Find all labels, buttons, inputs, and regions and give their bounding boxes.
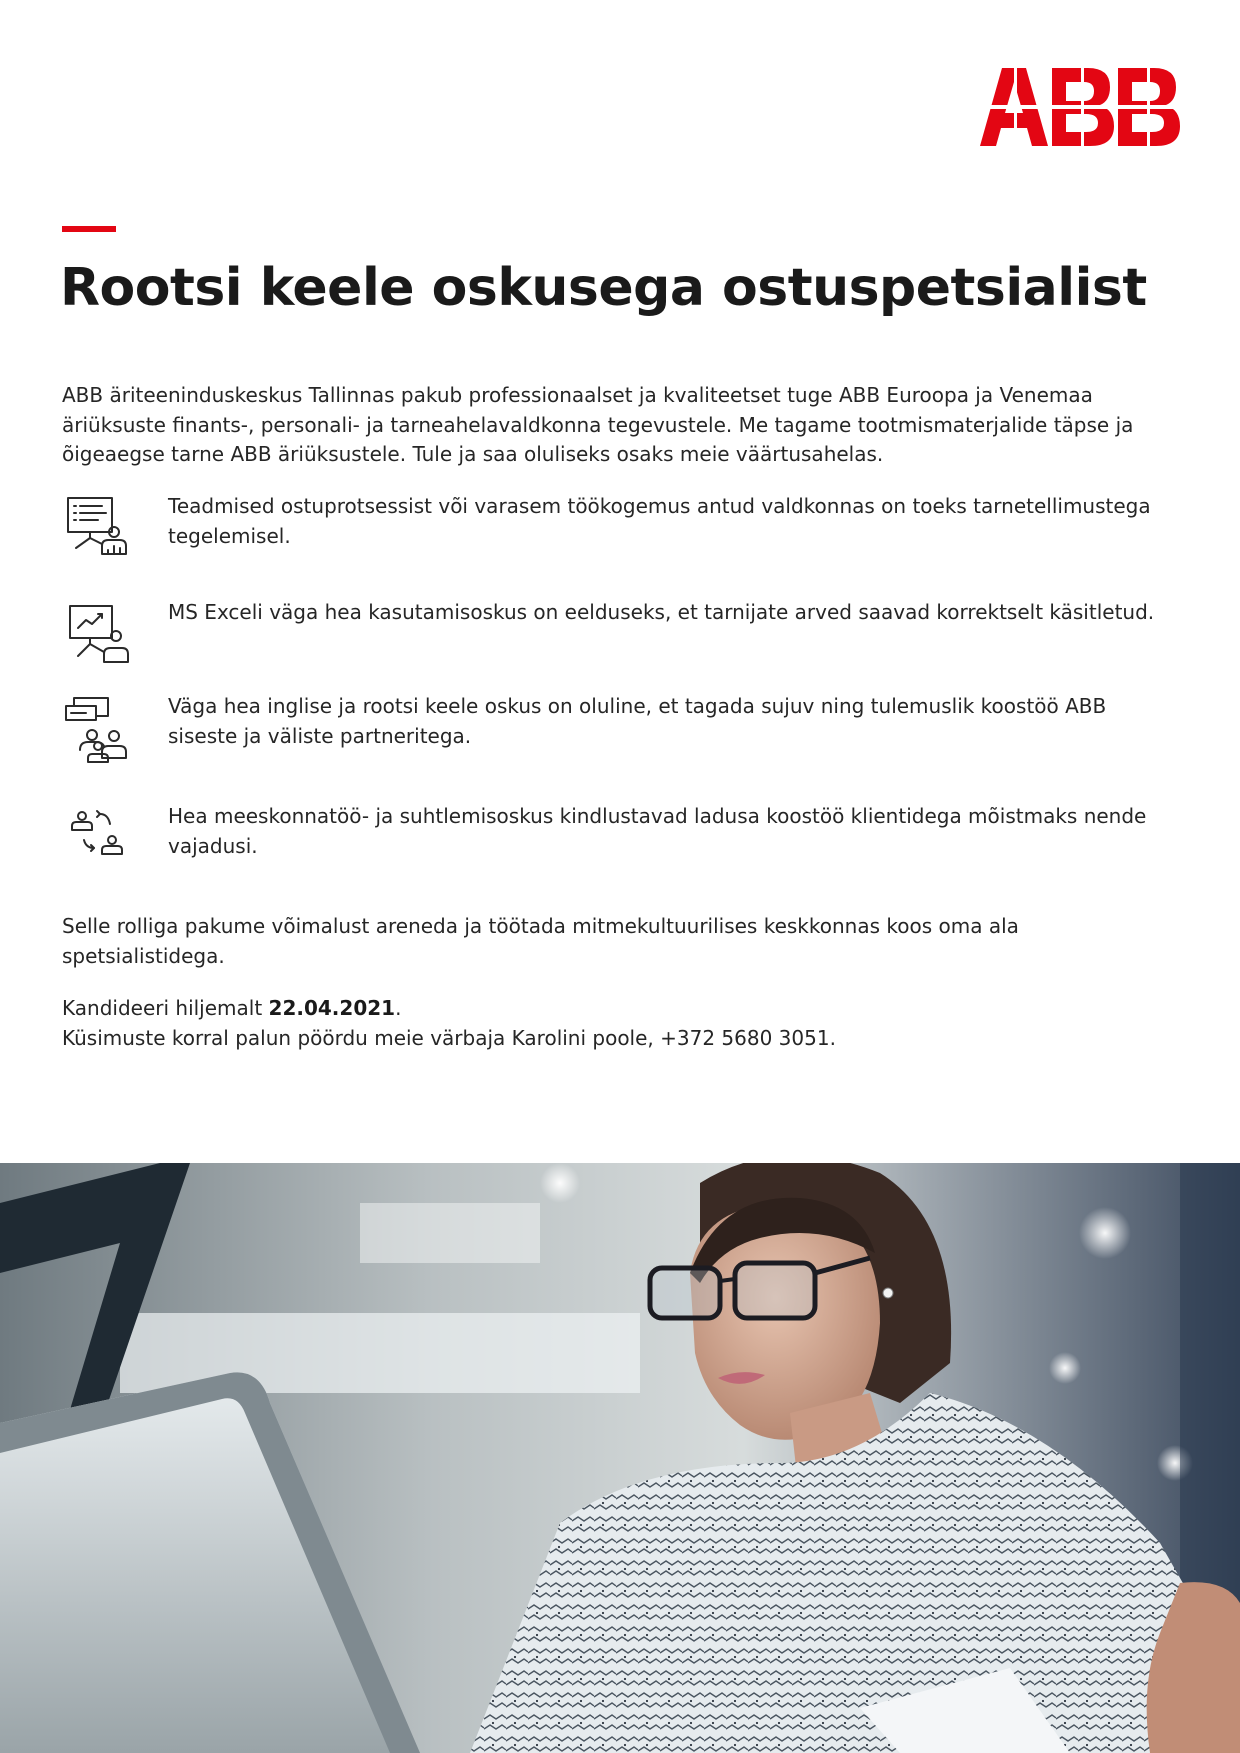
feature-item-purchasing	[62, 492, 1182, 572]
people-exchange-icon	[62, 802, 134, 874]
apply-suffix: .	[395, 996, 402, 1020]
office-photo	[0, 1163, 1240, 1753]
abb-logo	[980, 68, 1180, 146]
feature-text: Hea meeskonnatöö- ja suhtlemisoskus kindlustavad ladusa koostöö klientidega mõistmaks nende vajadusi.	[168, 804, 1147, 858]
intro-paragraph: ABB äriteeninduskeskus Tallinnas pakub professionaalset ja kvaliteetset tuge ABB Euroopa ja Venemaa äriüksuste finants-, personali- ja tarneahelavaldkonna tegevustele. Me tagame tootmismaterjalide täpse ja õigeaegse tarne ABB äriüksustele. Tule ja saa oluliseks osaks meie väärtusahelas.	[62, 383, 1134, 466]
feature-text: Teadmised ostuprotsessist või varasem töökogemus antud valdkonnas on toeks tarnetellimustega tegelemisel.	[168, 494, 1151, 548]
contact-line: Küsimuste korral palun pöördu meie värbaja Karolini poole, +372 5680 3051.	[62, 1025, 836, 1050]
apply-prefix: Kandideeri hiljemalt	[62, 996, 269, 1020]
feature-text: Väga hea inglise ja rootsi keele oskus on oluline, et tagada sujuv ning tulemuslik koostöö ABB siseste ja väliste partneritega.	[168, 694, 1107, 748]
apply-paragraph	[62, 994, 1172, 1053]
chart-presenter-icon	[62, 598, 134, 670]
team-communication-icon	[62, 692, 134, 764]
page-title: Rootsi keele oskusega ostuspetsialist	[60, 258, 1147, 318]
feature-item-excel	[62, 598, 1182, 678]
deadline-date: 22.04.2021	[268, 996, 396, 1020]
accent-bar	[62, 226, 116, 232]
feature-text: MS Exceli väga hea kasutamisoskus on eelduseks, et tarnijate arved saavad korrektselt käsitletud.	[168, 600, 1155, 624]
presentation-board-icon	[62, 492, 134, 564]
closing-paragraph: Selle rolliga pakume võimalust areneda ja töötada mitmekultuurilises keskkonnas koos oma ala spetsialistidega.	[62, 914, 1019, 968]
feature-item-languages	[62, 692, 1182, 772]
feature-item-teamwork	[62, 802, 1182, 882]
